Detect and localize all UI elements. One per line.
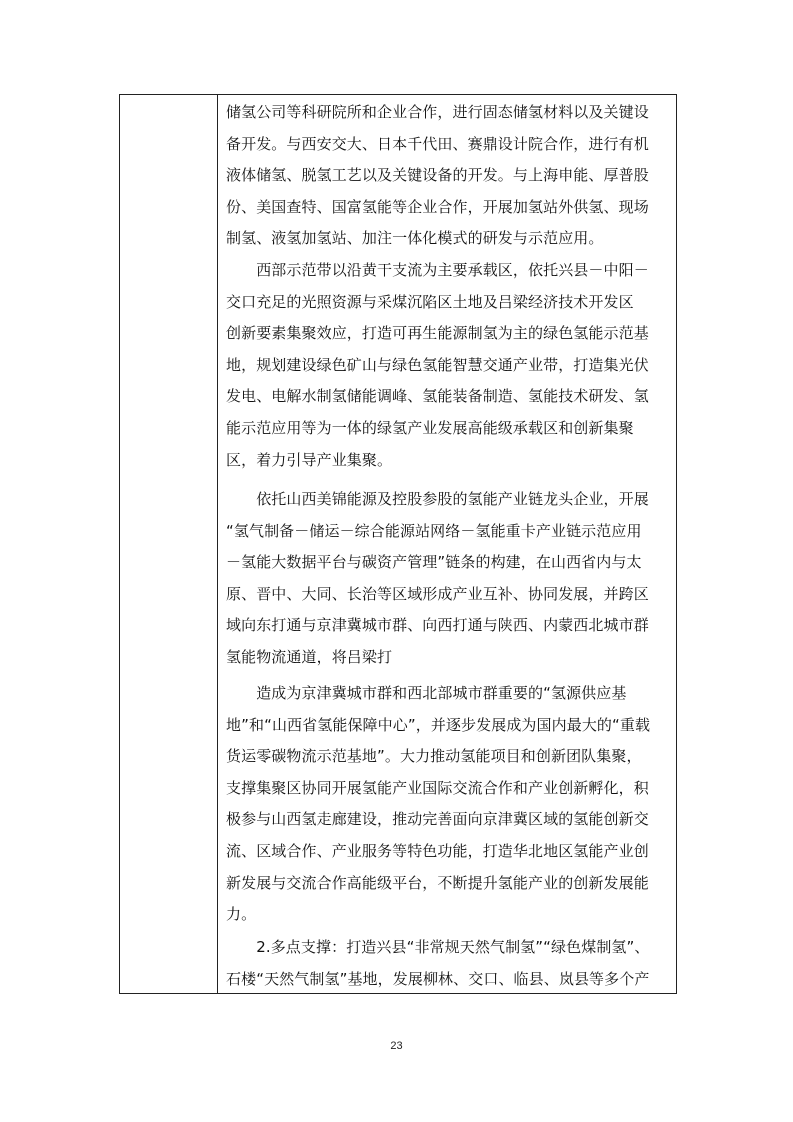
page-number: 23 [390, 1040, 403, 1052]
text-line: 极参与山西氢走廊建设，推动完善面向京津冀区域的氢能创新交 [226, 810, 649, 829]
table-left-column [120, 95, 218, 993]
text-line: 货运零碳物流示范基地”。大力推动氢能项目和创新团队集聚， [226, 747, 642, 766]
paragraph-2 [226, 255, 672, 476]
paragraph-1 [226, 97, 672, 255]
text-line: 地，规划建设绿色矿山与绿色氢能智慧交通产业带，打造集光伏 [226, 355, 649, 374]
text-line: “氢气制备－储运－综合能源站网络－氢能重卡产业链示范应用 [226, 521, 642, 540]
paragraph-3 [226, 484, 672, 674]
content-table [119, 94, 677, 994]
text-line: 制氢、液氢加氢站、加注一体化模式的研发与示范应用。 [226, 229, 604, 248]
text-line: 西部示范带以沿黄干支流为主要承载区，依托兴县－中阳－ [226, 261, 649, 279]
text-line: 备开发。与西安交大、日本千代田、赛鼎设计院合作，进行有机 [226, 134, 649, 153]
text-line: 石楼“天然气制氢”基地，发展柳林、交口、临县、岚县等多个产 [226, 969, 650, 988]
text-line: 液体储氢、脱氢工艺以及关键设备的开发。与上海申能、厚普股 [226, 166, 649, 185]
text-line: 域向东打通与京津冀城市群、向西打通与陕西、内蒙西北城市群 [226, 616, 649, 635]
text-line: 支撑集聚区协同开展氢能产业国际交流合作和产业创新孵化，积 [226, 778, 649, 797]
text-line: 储氢公司等科研院所和企业合作，进行固态储氢材料以及关键设 [226, 103, 649, 121]
text-line: 份、美国查特、国富氢能等企业合作，开展加氢站外供氢、现场 [226, 197, 649, 216]
paragraph-5 [226, 932, 672, 995]
text-line: 氢能物流通道，将吕梁打 [226, 647, 393, 666]
text-line: 发电、电解水制氢储能调峰、氢能装备制造、氢能技术研发、氢 [226, 387, 649, 406]
text-line: 交口充足的光照资源与采煤沉陷区土地及吕梁经济技术开发区 [226, 292, 634, 311]
text-line: 2.多点支撑：打造兴县“非常规天然气制氢”“绿色煤制氢”、 [226, 938, 650, 956]
text-line: 力。 [226, 905, 257, 924]
paragraph-4 [226, 678, 672, 931]
table-right-column [218, 95, 676, 993]
text-line: 创新要素集聚效应，打造可再生能源制氢为主的绿色氢能示范基 [226, 324, 649, 343]
text-line: 能示范应用等为一体的绿氢产业发展高能级承载区和创新集聚 [226, 418, 634, 437]
text-line: 原、晋中、大同、长治等区域形成产业互补、协同发展，并跨区 [226, 584, 649, 603]
text-line: 造成为京津冀城市群和西北部城市群重要的“氢源供应基 [226, 684, 627, 702]
text-line: 依托山西美锦能源及控股参股的氢能产业链龙头企业，开展 [226, 490, 649, 508]
text-line: 流、区域合作、产业服务等特色功能，打造华北地区氢能产业创 [226, 841, 649, 860]
text-line: －氢能大数据平台与碳资产管理”链条的构建，在山西省内与太 [226, 553, 642, 572]
text-line: 新发展与交流合作高能级平台，不断提升氢能产业的创新发展能 [226, 873, 649, 892]
text-line: 地”和“山西省氢能保障中心”，并逐步发展成为国内最大的“重载 [226, 715, 651, 734]
text-line: 区，着力引导产业集聚。 [226, 450, 393, 469]
